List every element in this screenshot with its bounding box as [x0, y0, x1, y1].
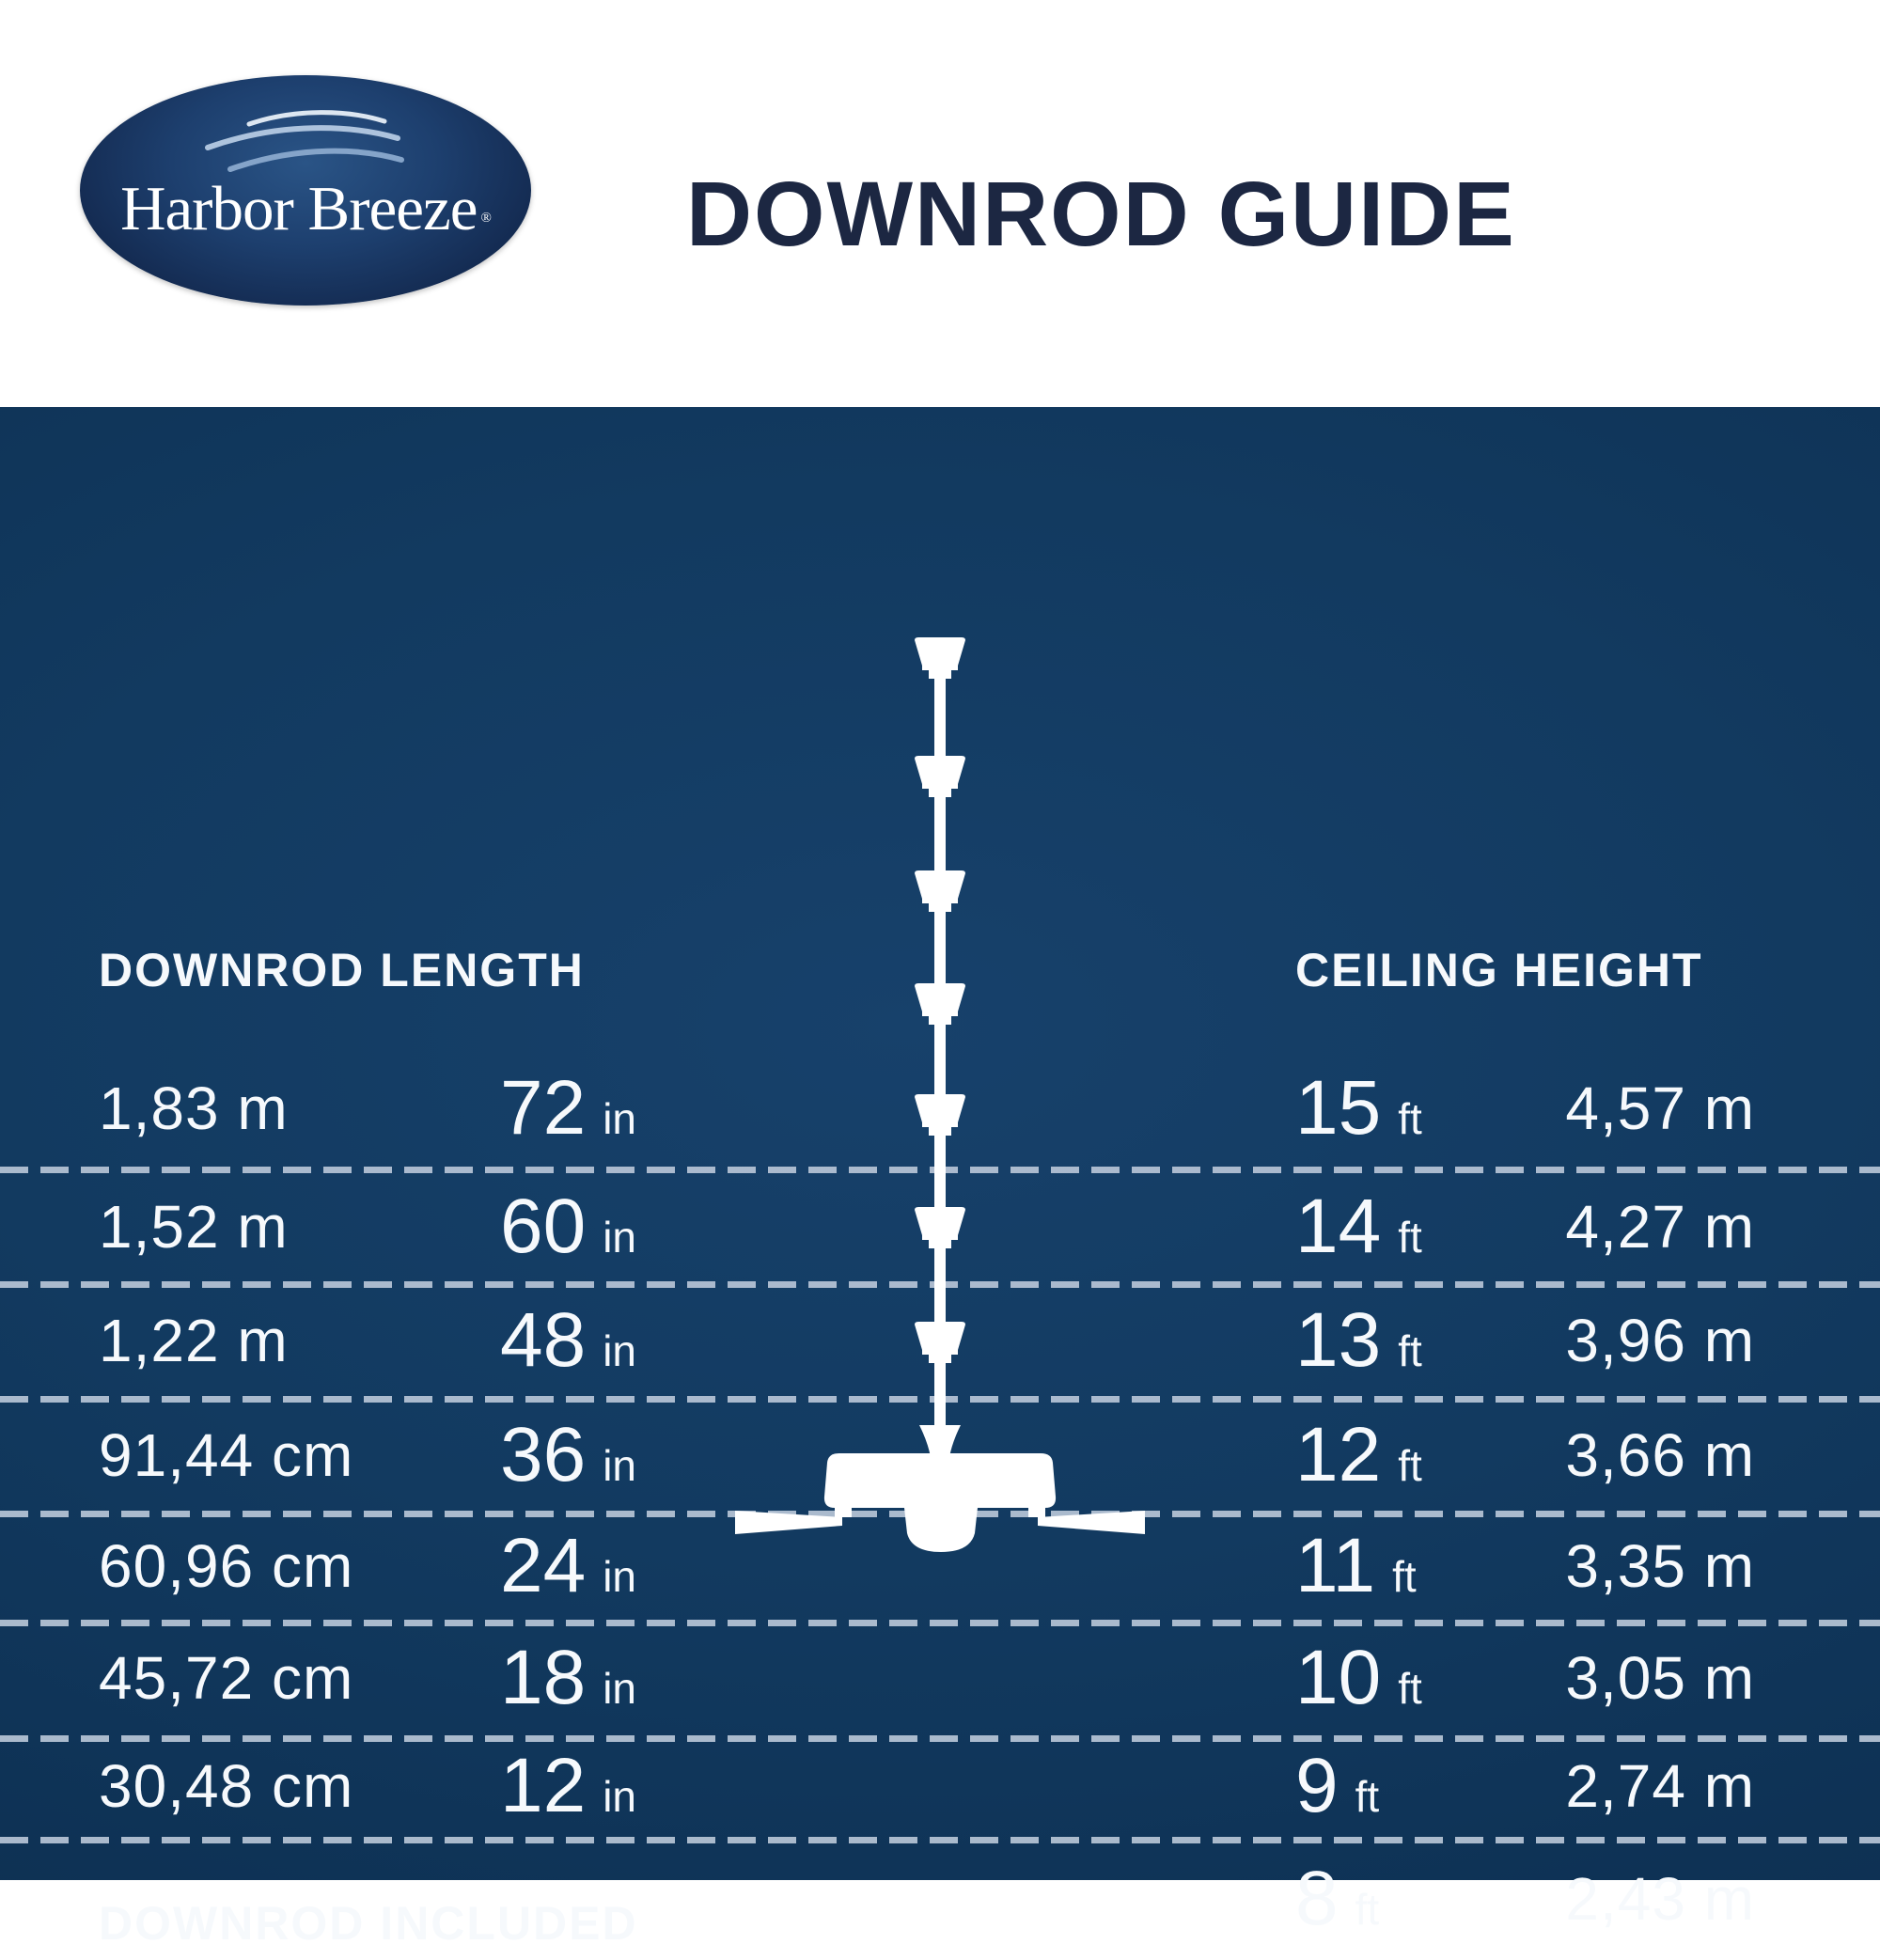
ceiling-metric: 2,74 m	[1565, 1752, 1755, 1820]
fan-blade-right	[1038, 1511, 1145, 1534]
ceiling-feet-unit: ft	[1398, 1326, 1422, 1375]
downrod-inches-value: 72	[499, 1065, 587, 1151]
fan-light-kit	[904, 1508, 978, 1552]
ceiling-row	[1295, 1838, 1755, 1960]
ceiling-feet-unit: ft	[1398, 1441, 1422, 1490]
ceiling-feet-value: 10	[1295, 1635, 1382, 1720]
downrod-imperial	[499, 1523, 636, 1608]
downrod-imperial	[499, 1412, 636, 1497]
downrod-metric: 91,44 cm	[99, 1421, 354, 1489]
downrod-metric: 45,72 cm	[99, 1644, 354, 1712]
ceiling-feet-unit: ft	[1355, 1772, 1380, 1821]
downrod-metric: 30,48 cm	[99, 1752, 354, 1820]
ceiling-fan-downrod-illustration	[696, 611, 1184, 1570]
downrod-metric: 1,83 m	[99, 1074, 289, 1142]
ceiling-feet-value: 8	[1295, 1856, 1339, 1941]
ceiling-metric: 4,57 m	[1565, 1074, 1755, 1142]
downrod-inches-unit: in	[603, 1213, 636, 1262]
brand-name: Harbor Breeze	[120, 174, 478, 243]
ceiling-feet-unit: ft	[1392, 1552, 1417, 1601]
downrod-imperial	[499, 1065, 636, 1151]
ceiling-height-header: CEILING HEIGHT	[1295, 944, 1703, 996]
ceiling-row	[1295, 1505, 1755, 1627]
downrod-row	[99, 1725, 636, 1847]
ceiling-feet-value: 12	[1295, 1412, 1382, 1497]
downrod-inches-unit: in	[603, 1441, 636, 1490]
downrod-row	[99, 1394, 636, 1516]
downrod-row	[99, 1166, 636, 1288]
ceiling-feet-unit: ft	[1398, 1094, 1422, 1143]
ceiling-feet-value: 11	[1295, 1523, 1376, 1608]
registered-trademark-symbol: ®	[480, 211, 491, 226]
ceiling-feet-value: 9	[1295, 1743, 1339, 1828]
harbor-breeze-logo	[80, 75, 531, 306]
ceiling-metric: 3,66 m	[1565, 1421, 1755, 1489]
ceiling-row	[1295, 1725, 1755, 1847]
ceiling-feet-value: 14	[1295, 1184, 1382, 1269]
ceiling-row	[1295, 1394, 1755, 1516]
downrod-row	[99, 1505, 636, 1627]
fan-blade-bracket	[835, 1502, 852, 1517]
downrod-inches-unit: in	[603, 1094, 636, 1143]
downrod-inches-unit: in	[603, 1552, 636, 1601]
downrod-inches-value: 60	[499, 1184, 587, 1269]
downrod-imperial	[499, 1184, 636, 1269]
brand-wordmark	[80, 173, 531, 245]
downrod-length-header: DOWNROD LENGTH	[99, 944, 585, 996]
ceiling-imperial	[1295, 1635, 1422, 1720]
ceiling-row	[1295, 1166, 1755, 1288]
downrod-inches-value: 48	[499, 1297, 587, 1383]
fan-motor-housing	[824, 1453, 1056, 1508]
downrod-inches-unit: in	[603, 1326, 636, 1375]
ceiling-imperial	[1295, 1743, 1380, 1828]
downrod-inches-value: 24	[499, 1523, 587, 1608]
ceiling-metric: 2,43 m	[1565, 1865, 1755, 1933]
downrod-inches-unit: in	[603, 1772, 636, 1821]
downrod-row	[99, 1047, 636, 1169]
downrod-imperial	[499, 1635, 636, 1720]
downrod-included-label: DOWNROD INCLUDED	[99, 1897, 638, 1950]
downrod-metric: 1,52 m	[99, 1193, 289, 1261]
fan-blade-bracket	[1028, 1502, 1045, 1517]
downrod-inches-value: 12	[499, 1743, 587, 1828]
ceiling-feet-value: 15	[1295, 1065, 1382, 1151]
ceiling-imperial	[1295, 1297, 1422, 1383]
top-band	[0, 0, 1880, 407]
ceiling-imperial	[1295, 1412, 1422, 1497]
downrod-inches-value: 18	[499, 1635, 587, 1720]
ceiling-feet-unit: ft	[1398, 1213, 1422, 1262]
fan-mount-connector	[919, 1425, 961, 1457]
downrod-metric: 60,96 cm	[99, 1532, 354, 1600]
ceiling-imperial	[1295, 1856, 1380, 1941]
ceiling-feet-unit: ft	[1355, 1885, 1380, 1934]
downrod-inches-unit: in	[603, 1664, 636, 1713]
downrod-imperial	[499, 1297, 636, 1383]
downrod-row	[99, 1617, 636, 1739]
page-title: DOWNROD GUIDE	[686, 163, 1516, 265]
downrod-inches-value: 36	[499, 1412, 587, 1497]
ceiling-imperial	[1295, 1523, 1417, 1608]
ceiling-metric: 3,05 m	[1565, 1644, 1755, 1712]
ceiling-metric: 4,27 m	[1565, 1193, 1755, 1261]
ceiling-imperial	[1295, 1065, 1422, 1151]
ceiling-feet-unit: ft	[1398, 1664, 1422, 1713]
downrod-imperial	[499, 1743, 636, 1828]
downrod-row	[99, 1279, 636, 1402]
ceiling-metric: 3,96 m	[1565, 1307, 1755, 1374]
ceiling-metric: 3,35 m	[1565, 1532, 1755, 1600]
ceiling-feet-value: 13	[1295, 1297, 1382, 1383]
ceiling-row	[1295, 1047, 1755, 1169]
downrod-metric: 1,22 m	[99, 1307, 289, 1374]
ceiling-row	[1295, 1617, 1755, 1739]
ceiling-imperial	[1295, 1184, 1422, 1269]
ceiling-row	[1295, 1279, 1755, 1402]
fan-blade-left	[735, 1511, 842, 1534]
